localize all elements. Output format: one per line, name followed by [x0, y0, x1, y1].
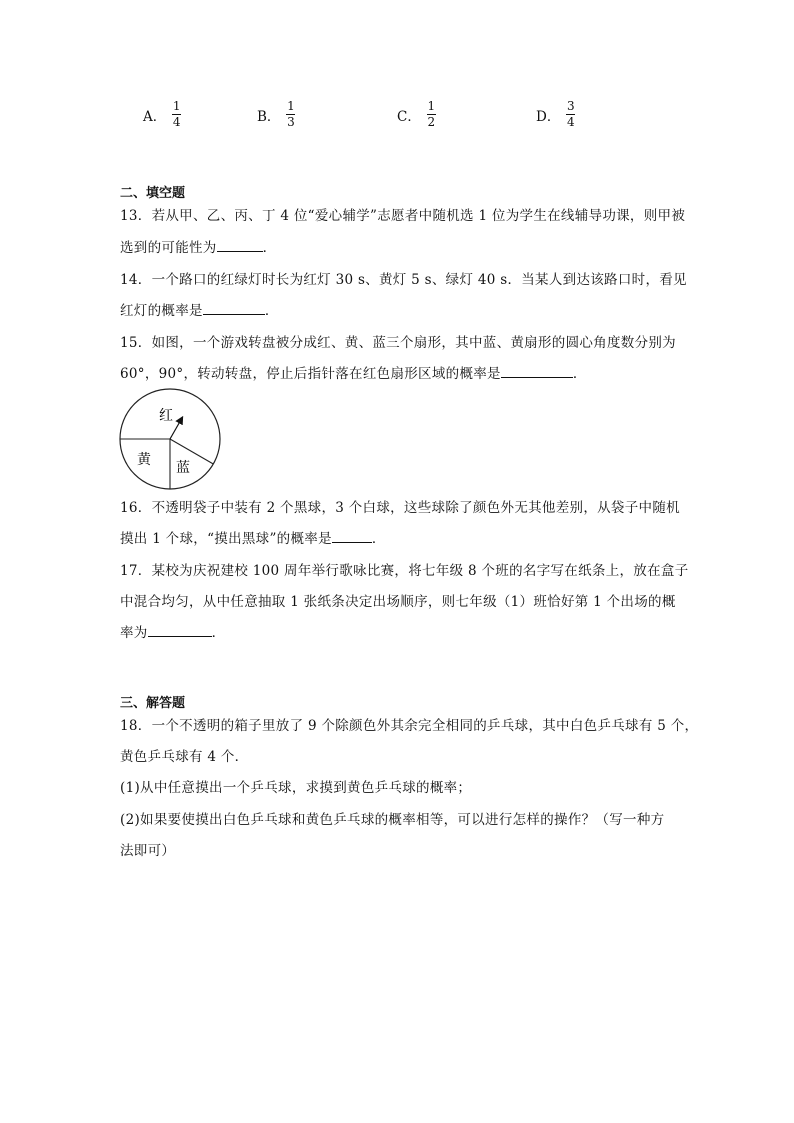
section-2-title: 二、填空题: [120, 186, 186, 201]
label-red: 红: [159, 408, 173, 424]
option-a-fraction: [172, 100, 181, 129]
denominator: 4: [172, 115, 181, 129]
spinner-figure: [115, 386, 227, 492]
option-c-letter: C．: [397, 108, 421, 125]
q17-text: 率为: [120, 625, 148, 641]
q13-text: 选到的可能性为: [120, 240, 217, 256]
option-d: [536, 100, 575, 129]
q17-line-3: [120, 623, 225, 643]
option-b-fraction: [286, 100, 295, 129]
option-a: [143, 100, 181, 129]
numerator: 1: [172, 99, 181, 113]
label-yellow: 黄: [137, 452, 151, 468]
label-blue: 蓝: [176, 460, 190, 476]
option-b: [257, 100, 295, 129]
numerator: 3: [567, 99, 575, 113]
q18-part-2-line-2: 法即可）: [120, 843, 176, 859]
answer-blank: [501, 364, 573, 378]
q15-line-2: [120, 364, 587, 384]
option-b-letter: B．: [257, 108, 281, 125]
numerator: 1: [427, 99, 436, 113]
denominator: 2: [427, 115, 436, 129]
q18-line-2: 黄色乒乓球有 4 个．: [120, 749, 249, 765]
answer-blank: [332, 529, 372, 543]
option-a-letter: A．: [143, 108, 167, 125]
option-c: [397, 100, 436, 129]
option-d-fraction: [566, 100, 575, 129]
q17-line-2: 中混合均匀，从中任意抽取 1 张纸条决定出场顺序，则七年级（1）班恰好第 1 个出场的概: [120, 594, 676, 610]
q16-period: ．: [371, 531, 386, 547]
q17-line-1: 17．某校为庆祝建校 100 周年举行歌咏比赛，将七年级 8 个班的名字写在纸条上，放在盒子: [120, 563, 689, 579]
section-3-title: 三、解答题: [120, 696, 186, 711]
q15-period: ．: [572, 366, 587, 382]
q14-line-2: [120, 301, 279, 321]
q17-period: ．: [211, 625, 226, 641]
q15-line-1: 15．如图，一个游戏转盘被分成红、黄、蓝三个扇形，其中蓝、黄扇形的圆心角度数分别为: [120, 335, 676, 351]
q18-line-1: 18．一个不透明的箱子里放了 9 个除颜色外其余完全相同的乒乓球，其中白色乒乓球有 5 个，: [120, 718, 699, 734]
q13-period: ．: [262, 240, 277, 256]
denominator: 4: [567, 115, 575, 129]
q16-line-2: [120, 529, 386, 549]
q14-text: 红灯的概率是: [120, 303, 203, 319]
denominator: 3: [287, 115, 295, 129]
answer-blank: [148, 623, 212, 637]
q18-part-2-line-1: (2)如果要使摸出白色乒乓球和黄色乒乓球的概率相等，可以进行怎样的操作？（写一种方: [120, 812, 665, 828]
option-c-fraction: [427, 100, 436, 129]
answer-blank: [217, 238, 263, 252]
q13-line-1: 13．若从甲、乙、丙、丁 4 位“爱心辅学”志愿者中随机选 1 位为学生在线辅导功课，则甲被: [120, 208, 686, 224]
numerator: 1: [287, 99, 295, 113]
q15-text: 60°，90°，转动转盘，停止后指针落在红色扇形区域的概率是: [120, 366, 501, 382]
q14-period: ．: [264, 303, 279, 319]
q18-part-1: (1)从中任意摸出一个乒乓球，求摸到黄色乒乓球的概率；: [120, 780, 472, 796]
q16-text: 摸出 1 个球，“摸出黑球”的概率是: [120, 531, 332, 547]
q16-line-1: 16．不透明袋子中装有 2 个黑球，3 个白球，这些球除了颜色外无其他差别，从袋子中随机: [120, 500, 680, 516]
q14-line-1: 14．一个路口的红绿灯时长为红灯 30 s、黄灯 5 s、绿灯 40 s．当某人到达该路口时，看见: [120, 272, 687, 288]
answer-blank: [203, 301, 265, 315]
option-d-letter: D．: [536, 108, 561, 125]
q13-line-2: [120, 238, 276, 258]
